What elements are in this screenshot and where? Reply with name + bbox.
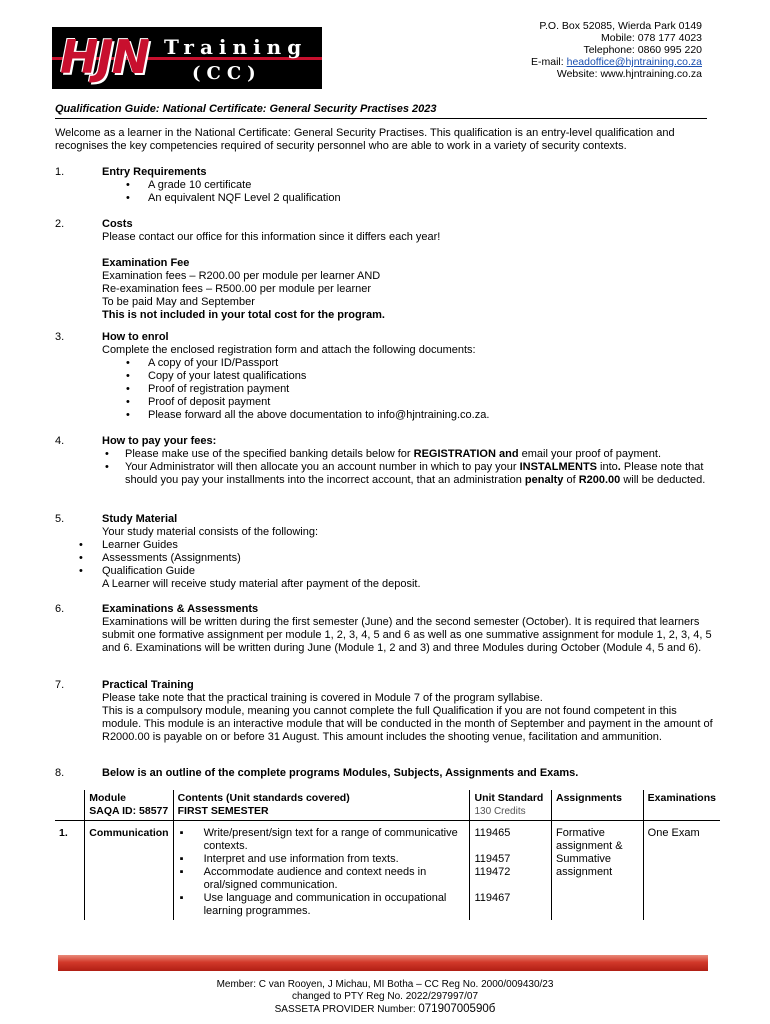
header-saqa-id: SAQA ID: 58577 <box>89 805 169 817</box>
section-6-number: 6. <box>55 603 65 615</box>
list-item: • Please forward all the above documentation to info@hjntraining.co.za. <box>102 409 714 422</box>
list-item: ▪ Write/present/sign text for a range of communicative contexts. <box>178 827 466 853</box>
study-material-list <box>102 539 714 578</box>
section-6-text: Examinations will be written during the first semester (June) and the second semester (October). It is required that learners submit one formative assignment per module 1, 2, 3, 4, 5 and 6 as well as one summative assignment for module 1, 2, 3, 4, 5 and 6. Examinations will be written during June (Module 1, 2 and 3) and three Modules during October (Module 4, 5 and 6). <box>102 616 712 654</box>
section-6-heading: Examinations & Assessments <box>102 603 259 615</box>
row-examinations: One Exam <box>643 821 720 921</box>
section-5-after: A Learner will receive study material after payment of the deposit. <box>102 578 421 590</box>
enrol-documents-list <box>102 357 714 422</box>
logo-hjn: HJN <box>60 30 149 84</box>
logo-training: Training <box>164 35 308 59</box>
contact-email-line <box>531 56 702 68</box>
unit-code: 119472 <box>474 866 511 878</box>
contact-telephone: Telephone: 0860 995 220 <box>583 44 702 56</box>
list-item: • Proof of deposit payment <box>102 396 714 409</box>
section-5 <box>102 513 714 591</box>
text-bold: REGISTRATION and <box>413 448 519 460</box>
footer <box>0 979 770 1016</box>
section-7-line: This is a compulsory module, meaning you cannot complete the full Qualification if you are not found competent in this module. This module is an interactive module that will be conducted in the month of September and payment in the amount of R2000.00 is payable on or before 31 August. This amount includes the shooting venue, facilitation and ammunition. <box>102 705 713 743</box>
list-item <box>102 461 714 487</box>
header-semester: FIRST SEMESTER <box>177 805 269 817</box>
contact-address: P.O. Box 52085, Wierda Park 0149 <box>539 20 702 32</box>
list-item: • Proof of registration payment <box>102 383 714 396</box>
footer-bar <box>58 955 708 971</box>
section-5-heading: Study Material <box>102 513 178 525</box>
section-1-heading: Entry Requirements <box>102 166 207 178</box>
payment-list <box>102 448 714 487</box>
section-7-line: Please take note that the practical training is covered in Module 7 of the program syllabise. <box>102 692 543 704</box>
header-assignments: Assignments <box>551 790 643 821</box>
section-8-number: 8. <box>55 767 65 779</box>
section-4-heading: How to pay your fees: <box>102 435 217 447</box>
intro-part2: . This qualification is an entry-level qualification and recognises the key competencies required of security personnel who are able to work in a variety of security contexts. <box>55 127 675 152</box>
contact-mobile: Mobile: 078 177 4023 <box>601 32 702 44</box>
header-contents <box>173 790 470 821</box>
header-module-label: Module <box>89 792 127 804</box>
section-1 <box>102 166 714 205</box>
text-bold: penalty <box>524 474 564 486</box>
section-4 <box>102 435 714 487</box>
section-3-number: 3. <box>55 331 65 343</box>
footer-line3 <box>0 1003 770 1016</box>
list-item: • Copy of your latest qualifications <box>102 370 714 383</box>
provider-number: 07190700590б <box>418 1003 496 1015</box>
row-number: 1. <box>59 827 68 839</box>
list-item: • A grade 10 certificate <box>102 179 714 192</box>
section-3-text: Complete the enclosed registration form and attach the following documents: <box>102 344 476 356</box>
header-unit-standard <box>470 790 552 821</box>
list-item <box>102 448 714 461</box>
header-empty <box>55 790 85 821</box>
fee-line: Examination fees – R200.00 per module per learner AND <box>102 270 381 282</box>
section-7-number: 7. <box>55 679 65 691</box>
section-3-heading: How to enrol <box>102 331 169 343</box>
list-item: • An equivalent NQF Level 2 qualification <box>102 192 714 205</box>
header-module <box>85 790 173 821</box>
row-unit-standards <box>470 821 552 921</box>
header-unit-label: Unit Standard <box>474 792 544 804</box>
text: Your Administrator will then allocate you an account number in which to pay your <box>125 461 520 473</box>
footer-line1: Member: C van Rooyen, J Michau, MI Botha – CC Reg No. 2000/009430/23 <box>216 979 554 990</box>
row-contents <box>173 821 470 921</box>
header-contents-label: Contents (Unit standards covered) <box>177 792 350 804</box>
section-2-number: 2. <box>55 218 65 230</box>
provider-label: SASSETA PROVIDER Number: <box>274 1004 419 1015</box>
entry-requirements-list <box>102 179 714 205</box>
section-5-text: Your study material consists of the following: <box>102 526 319 538</box>
section-5-number: 5. <box>55 513 65 525</box>
section-2-heading: Costs <box>102 218 133 230</box>
fee-note: This is not included in your total cost for the program. <box>102 309 385 321</box>
intro-paragraph <box>55 127 715 153</box>
text-bold: . <box>617 461 621 473</box>
header-examinations: Examinations <box>643 790 720 821</box>
contact-email-label: E-mail: <box>531 56 567 68</box>
footer-line2: changed to PTY Reg No. 2022/297997/07 <box>291 991 479 1002</box>
text: into <box>597 461 618 473</box>
text: will be deducted. <box>620 474 706 486</box>
text-bold: R200.00 <box>578 474 621 486</box>
list-item: ▪ Interpret and use information from texts. <box>178 853 466 866</box>
section-7 <box>102 679 714 744</box>
text: Please make use of the specified banking details below for <box>125 448 414 460</box>
list-item: ▪ Accommodate audience and context needs in oral/signed communication. <box>178 866 466 892</box>
exam-fee-heading: Examination Fee <box>102 257 190 269</box>
document-title: Qualification Guide: National Certificate: General Security Practises 2023 <box>55 103 707 119</box>
intro-part1: Welcome as a learner in the National Certificate: General Security Practises <box>55 127 425 139</box>
list-item: • Qualification Guide <box>79 565 714 578</box>
section-3 <box>102 331 714 422</box>
modules-table <box>55 790 720 920</box>
header-credits: 130 Credits <box>474 806 526 817</box>
contact-website: Website: www.hjntraining.co.za <box>556 68 702 80</box>
text: email your proof of payment. <box>518 448 662 460</box>
section-4-number: 4. <box>55 435 65 447</box>
list-item: • Assessments (Assignments) <box>79 552 714 565</box>
unit-standards-list <box>178 827 466 918</box>
section-2 <box>102 218 714 322</box>
contact-email-link[interactable]: headoffice@hjntraining.co.za <box>566 56 702 68</box>
fee-line: Re-examination fees – R500.00 per module per learner <box>102 283 372 295</box>
contact-block <box>531 20 702 80</box>
section-7-heading: Practical Training <box>102 679 194 691</box>
text: of <box>563 474 579 486</box>
text-bold: INSTALMENTS <box>519 461 597 473</box>
section-2-text: Please contact our office for this information since it differs each year! <box>102 231 441 243</box>
list-item: • A copy of your ID/Passport <box>102 357 714 370</box>
unit-code: 119467 <box>474 892 511 904</box>
unit-code: 119465 <box>474 827 511 839</box>
section-1-number: 1. <box>55 166 65 178</box>
section-8-heading: Below is an outline of the complete programs Modules, Subjects, Assignments and Exams. <box>102 767 579 779</box>
company-logo <box>52 27 322 89</box>
fee-line: To be paid May and September <box>102 296 255 308</box>
row-module: Communication <box>85 821 173 921</box>
logo-cc: (CC) <box>192 63 262 84</box>
unit-code: 119457 <box>474 853 511 865</box>
text: Please note that should you pay your installments into the incorrect account, that an administration <box>125 461 704 486</box>
table-header-row <box>55 790 720 821</box>
list-item: • Learner Guides <box>79 539 714 552</box>
list-item: ▪ Use language and communication in occupational learning programmes. <box>178 892 466 918</box>
table-row <box>55 821 720 921</box>
row-assignments: Formative assignment & Summative assignment <box>551 821 643 921</box>
section-6 <box>102 603 714 655</box>
